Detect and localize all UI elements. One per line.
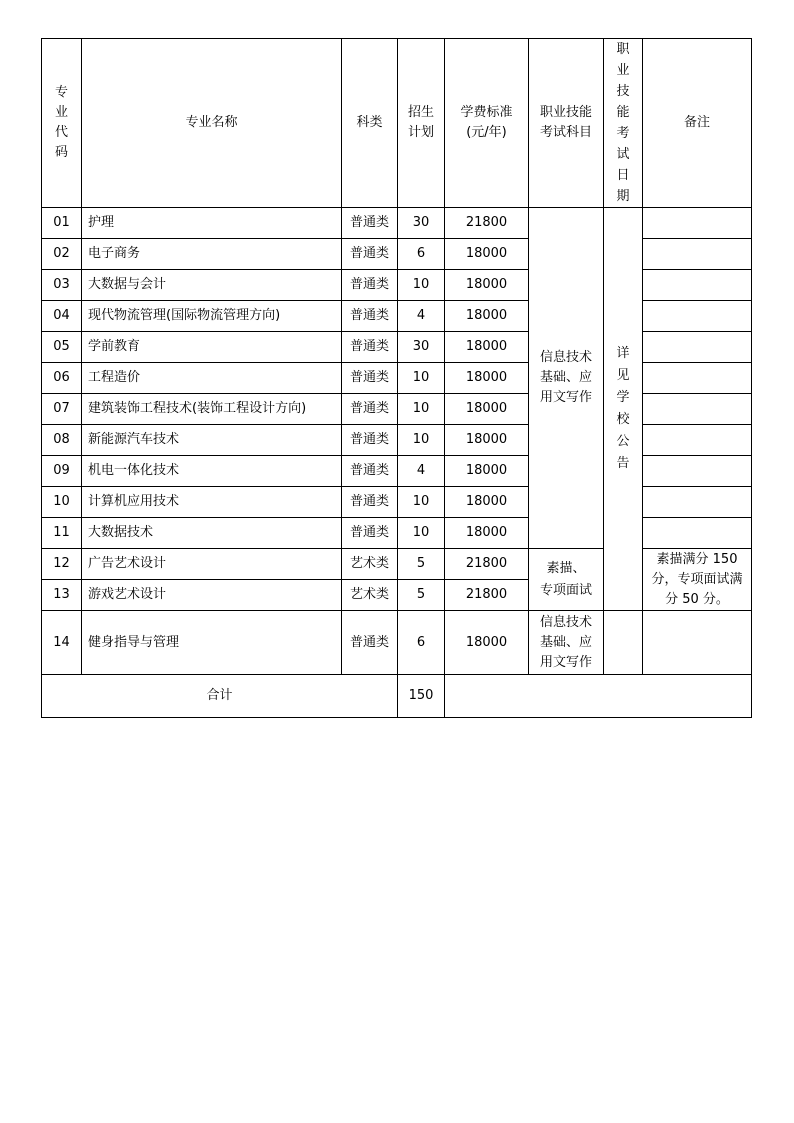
cell-plan: 5 — [398, 580, 445, 611]
cell-tuition: 18000 — [445, 425, 529, 456]
cell-note — [643, 456, 752, 487]
cell-code: 04 — [42, 301, 82, 332]
cell-name: 工程造价 — [82, 363, 342, 394]
header-note: 备注 — [643, 39, 752, 208]
cell-code: 05 — [42, 332, 82, 363]
header-plan: 招生计划 — [398, 39, 445, 208]
cell-note — [643, 270, 752, 301]
header-exam-date: 职业技能考试日期 — [604, 39, 643, 208]
cell-category: 普通类 — [342, 270, 398, 301]
cell-code: 10 — [42, 487, 82, 518]
cell-category: 普通类 — [342, 208, 398, 239]
enrollment-table — [41, 38, 752, 718]
cell-name: 现代物流管理(国际物流管理方向) — [82, 301, 342, 332]
cell-note — [643, 239, 752, 270]
table-row — [42, 332, 752, 363]
cell-tuition: 18000 — [445, 332, 529, 363]
cell-plan: 5 — [398, 549, 445, 580]
cell-category: 普通类 — [342, 332, 398, 363]
cell-code: 06 — [42, 363, 82, 394]
cell-tuition: 18000 — [445, 239, 529, 270]
cell-code: 07 — [42, 394, 82, 425]
cell-name: 学前教育 — [82, 332, 342, 363]
table-row — [42, 301, 752, 332]
cell-tuition: 18000 — [445, 394, 529, 425]
cell-category: 普通类 — [342, 518, 398, 549]
cell-tuition: 18000 — [445, 456, 529, 487]
cell-tuition: 21800 — [445, 208, 529, 239]
cell-name: 大数据技术 — [82, 518, 342, 549]
table-row — [42, 208, 752, 239]
cell-code: 12 — [42, 549, 82, 580]
cell-plan: 6 — [398, 611, 445, 675]
cell-tuition: 18000 — [445, 518, 529, 549]
total-label: 合计 — [42, 675, 398, 718]
cell-name: 电子商务 — [82, 239, 342, 270]
cell-note-art: 素描满分 150 分，专项面试满 分 50 分。 — [643, 549, 752, 611]
header-name: 专业名称 — [82, 39, 342, 208]
cell-category: 普通类 — [342, 611, 398, 675]
cell-plan: 4 — [398, 456, 445, 487]
cell-note — [643, 363, 752, 394]
cell-name: 建筑装饰工程技术(装饰工程设计方向) — [82, 394, 342, 425]
cell-exam-subject-general: 信息技术 基础、应 用文写作 — [529, 208, 604, 549]
cell-category: 普通类 — [342, 363, 398, 394]
cell-tuition: 18000 — [445, 270, 529, 301]
cell-note — [643, 394, 752, 425]
cell-tuition: 18000 — [445, 611, 529, 675]
table-row — [42, 363, 752, 394]
cell-tuition: 21800 — [445, 549, 529, 580]
cell-plan: 30 — [398, 208, 445, 239]
cell-plan: 10 — [398, 270, 445, 301]
table-row — [42, 270, 752, 301]
cell-exam-date-general: 详见学校公告 — [604, 208, 643, 611]
cell-code: 11 — [42, 518, 82, 549]
cell-plan: 10 — [398, 518, 445, 549]
cell-plan: 10 — [398, 487, 445, 518]
cell-plan: 30 — [398, 332, 445, 363]
header-code: 专业代码 — [42, 39, 82, 208]
header-row — [42, 39, 752, 208]
cell-tuition: 21800 — [445, 580, 529, 611]
cell-code: 13 — [42, 580, 82, 611]
header-exam-subject: 职业技能考试科目 — [529, 39, 604, 208]
cell-name: 游戏艺术设计 — [82, 580, 342, 611]
cell-category: 普通类 — [342, 487, 398, 518]
cell-note — [643, 332, 752, 363]
cell-exam-subject-art: 素描、 专项面试 — [529, 549, 604, 611]
header-category: 科类 — [342, 39, 398, 208]
cell-exam-subject: 信息技术 基础、应 用文写作 — [529, 611, 604, 675]
table-row — [42, 518, 752, 549]
cell-note — [643, 611, 752, 675]
total-empty — [445, 675, 752, 718]
cell-exam-date — [604, 611, 643, 675]
table-row — [42, 611, 752, 675]
cell-tuition: 18000 — [445, 487, 529, 518]
table-row — [42, 549, 752, 580]
cell-plan: 6 — [398, 239, 445, 270]
cell-category: 普通类 — [342, 394, 398, 425]
cell-category: 普通类 — [342, 239, 398, 270]
table-row — [42, 487, 752, 518]
cell-note — [643, 425, 752, 456]
table-row — [42, 394, 752, 425]
cell-plan: 10 — [398, 394, 445, 425]
cell-plan: 10 — [398, 425, 445, 456]
cell-name: 机电一体化技术 — [82, 456, 342, 487]
cell-name: 护理 — [82, 208, 342, 239]
table-row — [42, 239, 752, 270]
cell-note — [643, 208, 752, 239]
cell-code: 14 — [42, 611, 82, 675]
table-row — [42, 425, 752, 456]
cell-plan: 4 — [398, 301, 445, 332]
cell-note — [643, 301, 752, 332]
cell-code: 03 — [42, 270, 82, 301]
cell-code: 09 — [42, 456, 82, 487]
cell-name: 广告艺术设计 — [82, 549, 342, 580]
header-tuition: 学费标准 (元/年) — [445, 39, 529, 208]
cell-category: 普通类 — [342, 301, 398, 332]
cell-name: 大数据与会计 — [82, 270, 342, 301]
cell-category: 普通类 — [342, 456, 398, 487]
total-plan: 150 — [398, 675, 445, 718]
cell-note — [643, 487, 752, 518]
cell-name: 健身指导与管理 — [82, 611, 342, 675]
cell-code: 08 — [42, 425, 82, 456]
cell-category: 普通类 — [342, 425, 398, 456]
cell-code: 02 — [42, 239, 82, 270]
cell-tuition: 18000 — [445, 363, 529, 394]
cell-category: 艺术类 — [342, 580, 398, 611]
cell-plan: 10 — [398, 363, 445, 394]
cell-code: 01 — [42, 208, 82, 239]
table-row — [42, 456, 752, 487]
cell-name: 新能源汽车技术 — [82, 425, 342, 456]
cell-name: 计算机应用技术 — [82, 487, 342, 518]
cell-category: 艺术类 — [342, 549, 398, 580]
cell-tuition: 18000 — [445, 301, 529, 332]
total-row — [42, 675, 752, 718]
cell-note — [643, 518, 752, 549]
